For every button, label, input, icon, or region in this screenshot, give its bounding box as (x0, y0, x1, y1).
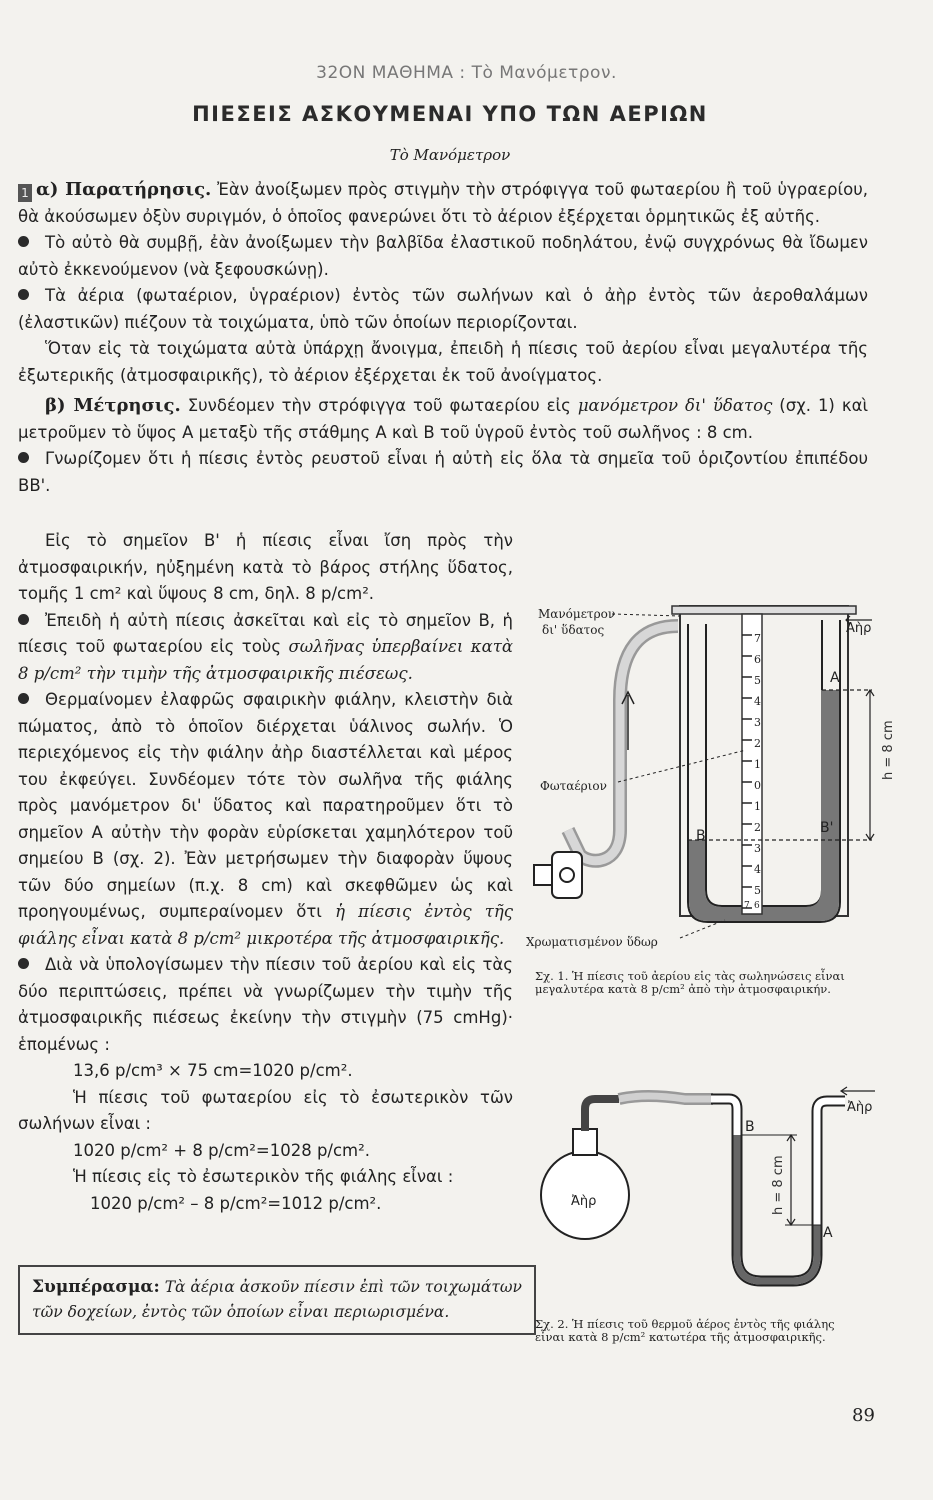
figure-1-caption: Σχ. 1. Ἡ πίεσις τοῦ ἀερίου εἰς τὰς σωληνώσεις εἶναι μεγαλυτέρα κατὰ 8 p/cm² ἀπὸ τὴν ἀτμοσφαιρικήν. (535, 969, 845, 996)
section-a-para-3 (18, 283, 868, 336)
bullet-icon (18, 236, 29, 247)
section-b-text-5a: Θερμαίνομεν ἐλαφρῶς σφαιρικὴν φιάλην, κλειστὴν διὰ πώματος, ἀπὸ τὸ ὁποῖον διέρχεται ὑάλινος σωλήν. Ὁ περιεχόμενος εἰς τὴν φιάλην ἀὴρ διαστέλλεται καὶ μέρος του ἐκφεύγει. Συνδέομεν τότε τὸν σωλῆνα τῆς φιάλης πρὸς μανόμετρον δι' ὕδατος καὶ παρατηροῦμεν ὅτι τὸ σημεῖον Α αὐτὴν τὴν φορὰν εὑρίσκεται χαμηλότερον τοῦ σημείου Β (σχ. 2). Ἐὰν μετρήσωμεν τὴν διαφορὰν ὕψους τῶν δύο σημείων (π.χ. 8 cm) καὶ σκεφθῶμεν ὡς καὶ προηγουμένως, συμπεραίνομεν ὅτι (18, 690, 513, 921)
scale-label-u1: 1 (754, 758, 761, 771)
bullet-icon (18, 958, 29, 969)
section-a-full (18, 177, 868, 499)
section-b-heading: β) Μέτρησις. (45, 395, 181, 416)
scale-label-l2: 2 (754, 821, 761, 834)
equation-2-intro: Ἡ πίεσις τοῦ φωταερίου εἰς τὸ ἐσωτερικὸν τῶν σωλήνων εἶναι : (18, 1087, 513, 1133)
page-number: 89 (852, 1405, 875, 1426)
section-a-paragraph-2: Τὸ αὐτὸ θὰ συμβῇ, ἐὰν ἀνοίξωμεν τὴν βαλβῖδα ἐλαστικοῦ ποδηλάτου, ἐνῷ συγχρόνως θὰ ἴδωμεν αὐτὸ ἐκκενούμενον (νὰ ξεφουσκώνῃ). (18, 233, 868, 279)
conclusion-box (18, 1265, 536, 1335)
height-label: h = 8 cm (771, 1155, 786, 1215)
scale-label-u5: 5 (754, 674, 761, 687)
point-a-label: Α (830, 670, 840, 686)
scale-label-u7: 7 (754, 632, 761, 645)
flask-neck (573, 1129, 597, 1155)
scale-label-u3: 3 (754, 716, 761, 729)
scale-label-l5: 5 (754, 884, 761, 897)
air-label: Ἀὴρ (847, 1100, 873, 1115)
bullet-icon (18, 289, 29, 300)
gas-leader (618, 750, 746, 782)
air-arrow-icon (841, 1087, 875, 1095)
water-label: Χρωματισμένον ὕδωρ (526, 935, 658, 949)
colored-water (689, 690, 839, 921)
figure-2-manometer (535, 1075, 910, 1310)
flask-tube (585, 1099, 619, 1131)
equation-3: 1020 p/cm² – 8 p/cm²=1012 p/cm². (90, 1193, 382, 1213)
equation-1: 13,6 p/cm³ × 75 cm=1020 p/cm². (73, 1061, 353, 1080)
page-subtitle: Τὸ Μανόμετρον (389, 146, 511, 164)
scale-label-l7: 7 (744, 901, 750, 911)
section-a-paragraph-3: Τὰ ἀέρια (φωταέριον, ὑγραέριον) ἐντὸς τῶν σωλήνων καὶ ὁ ἀὴρ ἐντὸς τῶν ἀεροθαλάμων (ἐλαστικῶν) πιέζουν τὰ τοιχώματα, ὑπὸ τῶν ὁποίων περιορίζονται. (18, 286, 868, 332)
section-b-text-5b: ἡ πίεσις ἐντὸς τῆς φιάλης εἶναι κατὰ 8 p/cm² μικροτέρα τῆς ἀτμοσφαιρικῆς. (18, 902, 513, 948)
section-b-para-2 (18, 446, 868, 499)
section-b-para-4 (18, 608, 513, 688)
section-b-intro (18, 393, 868, 446)
section-a-paragraph-4: Ὅταν εἰς τὰ τοιχώματα αὐτὰ ὑπάρχῃ ἄνοιγμα, ἐπειδὴ ἡ πίεσις τοῦ ἀερίου εἶναι μεγαλυτέρα τῆς ἐξωτερικῆς (ἀτμοσφαιρικῆς), τὸ ἀέριον ἐξέρχεται ἐκ τοῦ ἀνοίγματος. (18, 339, 868, 385)
section-b-text-1b: μανόμετρον δι' ὕδατος (577, 396, 773, 415)
section-b-text-4a: Ἐπειδὴ ἡ αὐτὴ πίεσις ἀσκεῖται καὶ εἰς τὸ σημεῖον Β, ἡ πίεσις τοῦ φωταερίου εἰς τοὺς (18, 610, 513, 656)
rubber-hose-inner (619, 1096, 713, 1099)
section-number-box: 1 (18, 184, 32, 202)
scale-label-u2: 2 (754, 737, 761, 750)
air-label: Ἀὴρ (846, 621, 872, 636)
conclusion-text: Τὰ ἀέρια ἀσκοῦν πίεσιν ἐπὶ τῶν τοιχωμάτων τῶν δοχείων, ἐντὸς τῶν ὁποίων εἶναι περιωρισμένα. (32, 1278, 522, 1321)
figure-2-caption: Σχ. 2. Ἡ πίεσις τοῦ θερμοῦ ἀέρος ἐντὸς τῆς φιάλης εἶναι κατὰ 8 p/cm² κατωτέρα τῆς ἀτμοσφαιρικῆς. (535, 1317, 835, 1344)
section-b-paragraph-3: Εἰς τὸ σημεῖον Β' ἡ πίεσις εἶναι ἴση πρὸς τὴν ἀτμοσφαιρικήν, ηὐξημένη κατὰ τὸ βάρος στήλης ὕδατος, τομῆς 1 cm² καὶ ὕψους 8 cm, δηλ. 8 p/cm². (18, 531, 513, 603)
section-b-paragraph-6: Διὰ νὰ ὑπολογίσωμεν τὴν πίεσιν τοῦ ἀερίου καὶ εἰς τὰς δύο περιπτώσεις, πρέπει νὰ γνωρίζωμεν τὴν τιμὴν τῆς ἀτμοσφαιρικῆς πιέσεως ἐκείνην τὴν στιγμὴν (75 cmHg)· ἑπομένως : (18, 955, 513, 1054)
scale-label-zero: 0 (754, 779, 761, 792)
scale-label-l3: 3 (754, 842, 761, 855)
manometer-label-1: Μανόμετρον (538, 607, 616, 621)
scale-label-u4: 4 (754, 695, 761, 708)
equation-2: 1020 p/cm² + 8 p/cm²=1028 p/cm². (73, 1140, 370, 1160)
section-a-intro (18, 177, 868, 230)
height-label: h = 8 cm (881, 720, 896, 780)
scale-label-l6: 6 (754, 901, 760, 911)
scale-label-u6: 6 (754, 653, 761, 666)
section-b-para-5 (18, 687, 513, 952)
gas-hose-inner (568, 626, 678, 861)
conclusion-label: Συμπέρασμα: (32, 1277, 160, 1297)
u-tube-outer (688, 620, 840, 922)
valve-stem (534, 865, 552, 885)
section-b-text-1a: Συνδέομεν τὴν στρόφιγγα τοῦ φωταερίου εἰς (187, 396, 571, 415)
flask-air-label: Ἀὴρ (571, 1194, 597, 1209)
point-a-label: Α (823, 1225, 833, 1241)
bullet-icon (18, 452, 29, 463)
page-title: ΠΙΕΣΕΙΣ ΑΣΚΟΥΜΕΝΑΙ ΥΠΟ ΤΩΝ ΑΕΡΙΩΝ (192, 102, 708, 126)
board-top (672, 606, 856, 614)
point-b-label: Β (745, 1119, 755, 1135)
point-b-label: Β (696, 828, 706, 844)
manometer-leader (612, 614, 680, 616)
section-b-text-4b: σωλῆνας ὑπερβαίνει κατὰ 8 p/cm² τὴν τιμὴν τῆς ἀτμοσφαιρικῆς πιέσεως. (18, 637, 513, 683)
left-column (18, 528, 513, 1217)
bullet-icon (18, 614, 29, 625)
section-b-text-1c: (σχ. 1) καὶ μετροῦμεν τὸ ὕψος Α μεταξὺ τῆς στάθμης Α καὶ Β τοῦ ὑγροῦ ἐντὸς τοῦ σωλῆνος : 8 cm. (18, 396, 869, 442)
lesson-header: 32ON ΜΑΘΗΜΑ : Τὸ Μανόμετρον. (316, 63, 617, 83)
manometer-label-2: δι' ὕδατος (542, 623, 605, 637)
scale-label-l4: 4 (754, 863, 761, 876)
section-b-paragraph-2: Γνωρίζομεν ὅτι ἡ πίεσις ἐντὸς ρευστοῦ εἶναι ἡ αὐτὴ εἰς ὅλα τὰ σημεῖα τοῦ ὁριζοντίου ἐπιπέδου ΒΒ'. (18, 449, 868, 495)
section-b-para-6 (18, 952, 513, 1058)
section-a-para-2 (18, 230, 868, 283)
section-a-paragraph-1: Ἐὰν ἀνοίξωμεν πρὸς στιγμὴν τὴν στρόφιγγα τοῦ φωταερίου ἢ τοῦ ὑγραερίου, θὰ ἀκούσωμεν ὀξὺν συριγμόν, ὁ ὁποῖος φανερώνει ὅτι τὸ ἀέριον ἐξέρχεται ὁρμητικῶς ἐξ αὐτῆς. (18, 180, 868, 226)
figure-1-manometer (520, 590, 910, 970)
valve-core (560, 868, 574, 882)
point-bprime-label: Β' (820, 820, 834, 836)
u-tube-inner (706, 620, 822, 906)
scale-label-l1: 1 (754, 800, 761, 813)
equation-3-intro: Ἡ πίεσις εἰς τὸ ἐσωτερικὸν τῆς φιάλης εἶναι : (73, 1167, 454, 1186)
gas-label: Φωταέριον (540, 779, 607, 793)
section-a-heading: α) Παρατήρησις. (36, 179, 212, 200)
bullet-icon (18, 693, 29, 704)
